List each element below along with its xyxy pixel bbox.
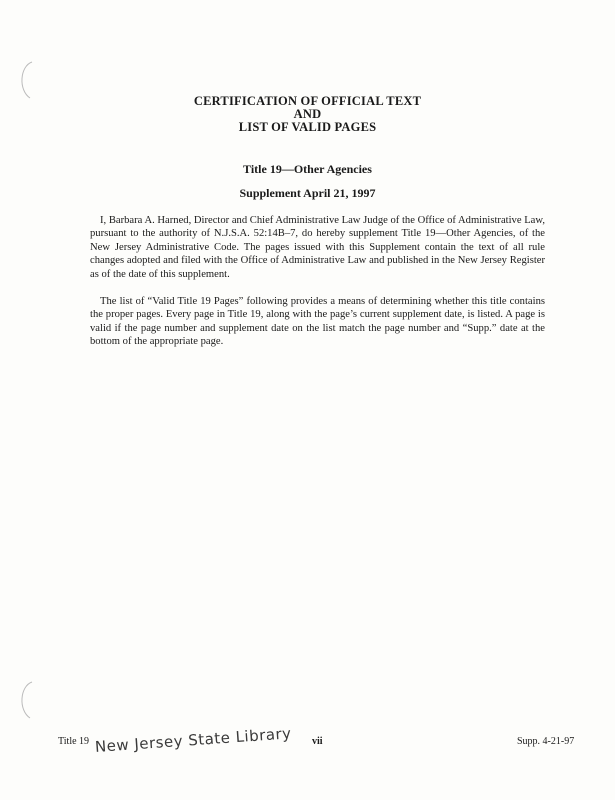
heading-line-2: AND <box>293 107 322 121</box>
binder-hole-mark <box>14 680 34 720</box>
footer-supplement-date: Supp. 4-21-97 <box>517 736 575 747</box>
footer-title: Title 19 <box>58 736 90 747</box>
binder-hole-mark <box>14 60 34 100</box>
paragraph-text: The list of “Valid Title 19 Pages” following provides a means of determining whether this title contains the proper pages. Every page in Title 19, along with the page’s current supplement date, is listed. A page is valid if the page number and supplement date on the list match the page number and “Supp.” date at the bottom of the appropriate page. <box>90 296 545 348</box>
library-stamp: New Jersey State Library <box>94 724 293 756</box>
title-line: Title 19—Other Agencies <box>243 162 372 176</box>
heading-line-3: LIST OF VALID PAGES <box>238 120 377 134</box>
paragraph-text: I, Barbara A. Harned, Director and Chief Administrative Law Judge of the Office of Administrative Law, pursuant to the authority of N.J.S.A. 52:14B–7, do hereby supplement Title 19—Other Agencies, of the New Jersey Administrative Code. The pages issued with this Supplement contain the text of all rule changes adopted and filed with the Office of Administrative Law and published in the New Jersey Register as of the date of this supplement. <box>90 215 545 280</box>
valid-pages-paragraph <box>90 295 545 349</box>
footer-page-number: vii <box>312 736 323 747</box>
heading-line-1: CERTIFICATION OF OFFICIAL TEXT <box>193 94 422 108</box>
supplement-date-line: Supplement April 21, 1997 <box>239 186 376 200</box>
certification-paragraph <box>90 214 545 281</box>
